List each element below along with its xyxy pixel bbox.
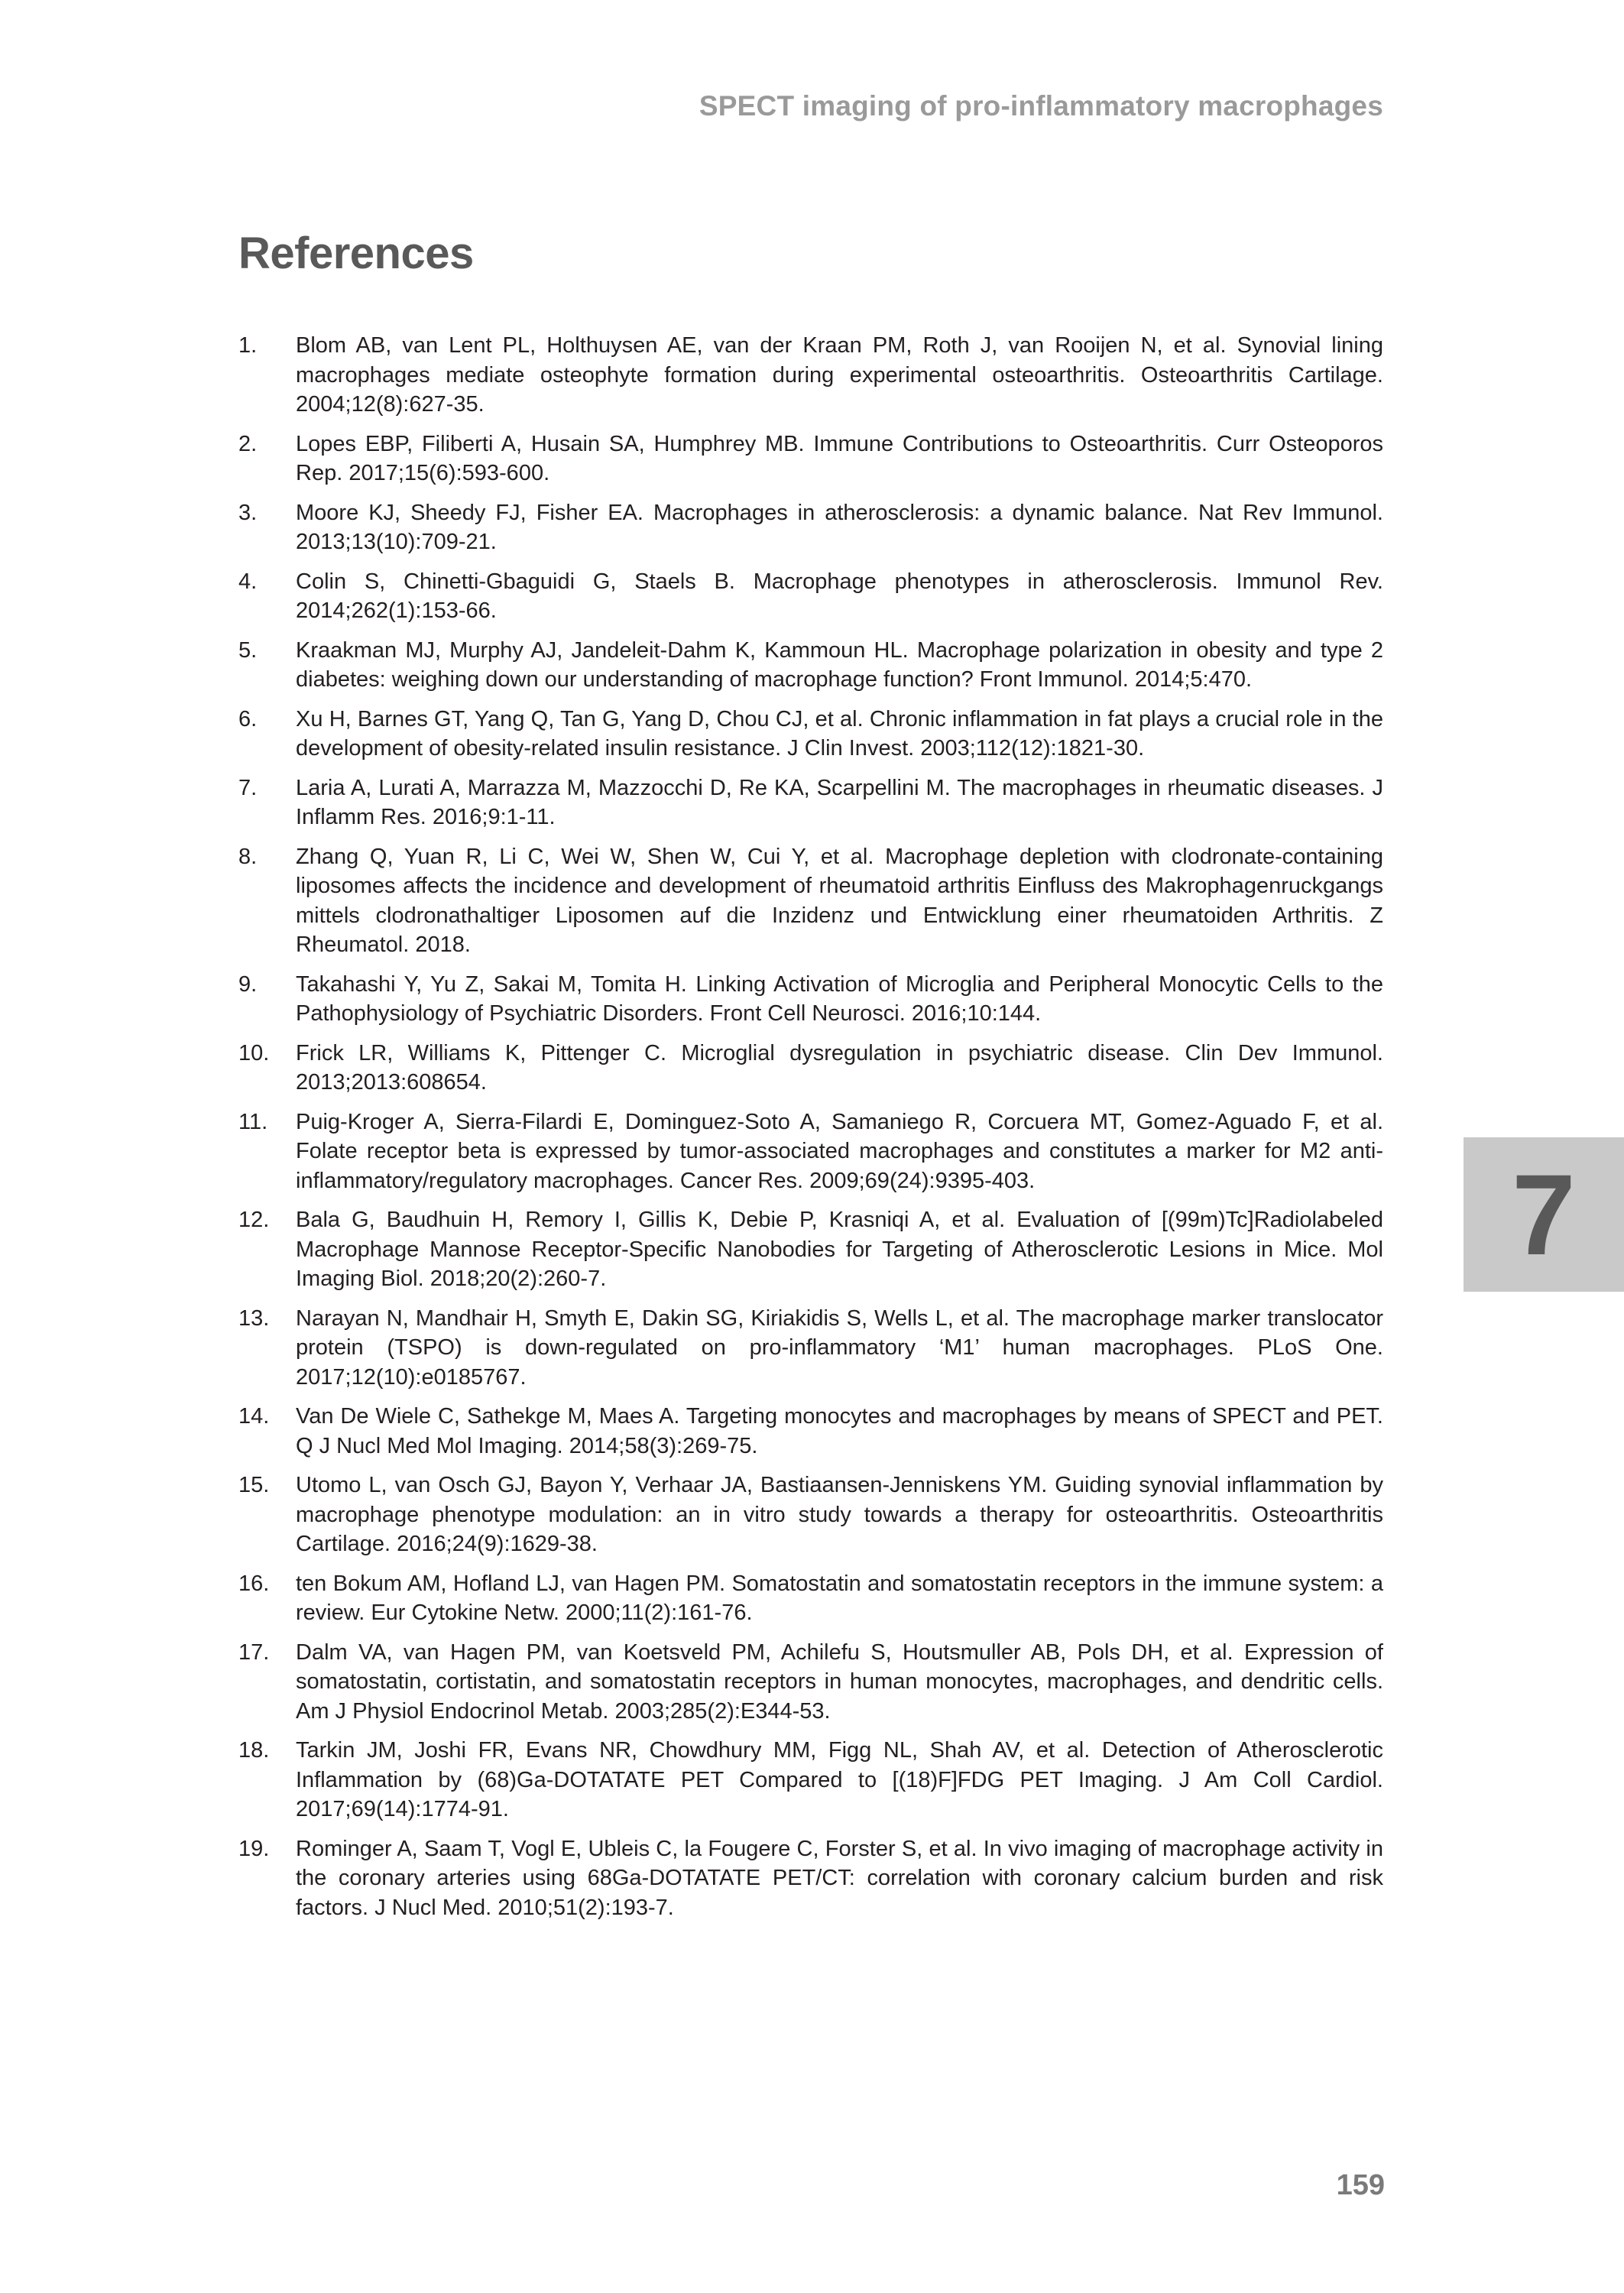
reference-text: Puig-Kroger A, Sierra-Filardi E, Dominguez-Soto A, Samaniego R, Corcuera MT, Gomez-Aguado F, et al. Folate receptor beta is expressed by tumor-associated macrophages and constitutes a marker for M2 anti-inflammatory/regulatory macrophages. Cancer Res. 2009;69(24):9395-403.	[296, 1109, 1383, 1193]
reference-number: 11.	[238, 1109, 268, 1134]
reference-number: 13.	[238, 1305, 270, 1331]
reference-item	[238, 1205, 1383, 1294]
reference-text: Lopes EBP, Filiberti A, Husain SA, Humphrey MB. Immune Contributions to Osteoarthritis. Curr Osteoporos Rep. 2017;15(6):593-600.	[296, 431, 1383, 485]
reference-number: 3.	[238, 500, 258, 525]
reference-item	[238, 774, 1383, 832]
reference-text: Takahashi Y, Yu Z, Sakai M, Tomita H. Linking Activation of Microglia and Peripheral Monocytic Cells to the Pathophysiology of Psychiatric Disorders. Front Cell Neurosci. 2016;10:144.	[296, 971, 1383, 1026]
reference-text: ten Bokum AM, Hofland LJ, van Hagen PM. Somatostatin and somatostatin receptors in the immune system: a review. Eur Cytokine Netw. 2000;11(2):161-76.	[296, 1571, 1383, 1625]
reference-number: 6.	[238, 706, 258, 731]
reference-number: 8.	[238, 844, 258, 869]
reference-item	[238, 970, 1383, 1029]
reference-item	[238, 705, 1383, 764]
reference-number: 10.	[238, 1040, 270, 1065]
chapter-number: 7	[1512, 1150, 1576, 1279]
reference-item	[238, 842, 1383, 960]
reference-list	[238, 331, 1383, 1932]
reference-item	[238, 1108, 1383, 1196]
reference-number: 15.	[238, 1473, 270, 1497]
reference-number: 17.	[238, 1639, 270, 1665]
reference-number: 9.	[238, 971, 258, 997]
reference-item	[238, 1736, 1383, 1824]
reference-text: Rominger A, Saam T, Vogl E, Ubleis C, la Fougere C, Forster S, et al. In vivo imaging of macrophage activity in the coronary arteries using 68Ga-DOTATATE PET/CT: correlation with coronary calcium burden and risk factors. J Nucl Med. 2010;51(2):193-7.	[296, 1836, 1383, 1920]
reference-number: 1.	[238, 333, 258, 358]
section-title: References	[238, 229, 474, 278]
reference-number: 7.	[238, 775, 258, 800]
reference-text: Colin S, Chinetti-Gbaguidi G, Staels B. Macrophage phenotypes in atherosclerosis. Immunol Rev. 2014;262(1):153-66.	[296, 569, 1383, 623]
reference-text: Kraakman MJ, Murphy AJ, Jandeleit-Dahm K, Kammoun HL. Macrophage polarization in obesity and type 2 diabetes: weighing down our understanding of macrophage function? Front Immunol. 2014;5:470.	[296, 637, 1383, 692]
reference-item	[238, 567, 1383, 626]
reference-text: Tarkin JM, Joshi FR, Evans NR, Chowdhury MM, Figg NL, Shah AV, et al. Detection of Atherosclerotic Inflammation by (68)Ga-DOTATATE PET Compared to [(18)F]FDG PET Imaging. J Am Coll Cardiol. 2017;69(14):1774-91.	[296, 1738, 1383, 1821]
reference-text: Moore KJ, Sheedy FJ, Fisher EA. Macrophages in atherosclerosis: a dynamic balance. Nat Rev Immunol. 2013;13(10):709-21.	[296, 500, 1383, 554]
running-head: SPECT imaging of pro-inflammatory macrophages	[699, 90, 1383, 122]
reference-text: Zhang Q, Yuan R, Li C, Wei W, Shen W, Cui Y, et al. Macrophage depletion with clodronate-containing liposomes affects the incidence and development of rheumatoid arthritis Einfluss des Makrophagenruckgangs mittels clodronathaltiger Liposomen auf die Inzidenz und Entwicklung einer rheumatoiden Arthritis. Z Rheumatol. 2018.	[296, 844, 1383, 957]
reference-number: 2.	[238, 431, 258, 456]
reference-number: 14.	[238, 1404, 270, 1429]
reference-item	[238, 1402, 1383, 1461]
reference-text: Xu H, Barnes GT, Yang Q, Tan G, Yang D, Chou CJ, et al. Chronic inflammation in fat plays a crucial role in the development of obesity-related insulin resistance. J Clin Invest. 2003;112(12):1821-30.	[296, 706, 1383, 761]
reference-item	[238, 1834, 1383, 1923]
reference-item	[238, 498, 1383, 557]
reference-text: Laria A, Lurati A, Marrazza M, Mazzocchi D, Re KA, Scarpellini M. The macrophages in rheumatic diseases. J Inflamm Res. 2016;9:1-11.	[296, 775, 1383, 829]
reference-number: 19.	[238, 1836, 270, 1861]
reference-text: Dalm VA, van Hagen PM, van Koetsveld PM, Achilefu S, Houtsmuller AB, Pols DH, et al. Expression of somatostatin, cortistatin, and somatostatin receptors in human monocytes, macrophages, and dendritic cells. Am J Physiol Endocrinol Metab. 2003;285(2):E344-53.	[296, 1639, 1383, 1724]
reference-item	[238, 331, 1383, 420]
reference-item	[238, 1304, 1383, 1393]
chapter-tab	[1464, 1137, 1624, 1292]
reference-number: 5.	[238, 637, 258, 663]
reference-text: Narayan N, Mandhair H, Smyth E, Dakin SG, Kiriakidis S, Wells L, et al. The macrophage marker translocator protein (TSPO) is down-regulated on pro-inflammatory ‘M1’ human macrophages. PLoS One. 2017;12(10):e0185767.	[296, 1305, 1383, 1390]
reference-item	[238, 636, 1383, 695]
reference-item	[238, 1471, 1383, 1559]
reference-text: Utomo L, van Osch GJ, Bayon Y, Verhaar JA, Bastiaansen-Jenniskens YM. Guiding synovial inflammation by macrophage phenotype modulation: an in vitro study towards a therapy for osteoarthritis. Osteoarthritis Cartilage. 2016;24(9):1629-38.	[296, 1473, 1383, 1556]
reference-number: 18.	[238, 1738, 270, 1763]
reference-item	[238, 1569, 1383, 1628]
page-number: 159	[1336, 2169, 1385, 2201]
reference-text: Frick LR, Williams K, Pittenger C. Microglial dysregulation in psychiatric disease. Clin Dev Immunol. 2013;2013:608654.	[296, 1040, 1383, 1095]
reference-text: Blom AB, van Lent PL, Holthuysen AE, van der Kraan PM, Roth J, van Rooijen N, et al. Synovial lining macrophages mediate osteophyte formation during experimental osteoarthritis. Osteoarthritis Cartilage. 2004;12(8):627-35.	[296, 333, 1383, 417]
reference-number: 4.	[238, 569, 258, 594]
reference-number: 12.	[238, 1208, 270, 1232]
reference-text: Bala G, Baudhuin H, Remory I, Gillis K, Debie P, Krasniqi A, et al. Evaluation of [(99m)Tc]Radiolabeled Macrophage Mannose Receptor-Specific Nanobodies for Targeting of Atherosclerotic Lesions in Mice. Mol Imaging Biol. 2018;20(2):260-7.	[296, 1208, 1383, 1291]
reference-item	[238, 1039, 1383, 1098]
reference-item	[238, 1638, 1383, 1727]
reference-number: 16.	[238, 1571, 270, 1596]
reference-text: Van De Wiele C, Sathekge M, Maes A. Targeting monocytes and macrophages by means of SPECT and PET. Q J Nucl Med Mol Imaging. 2014;58(3):269-75.	[296, 1404, 1383, 1458]
reference-item	[238, 430, 1383, 488]
